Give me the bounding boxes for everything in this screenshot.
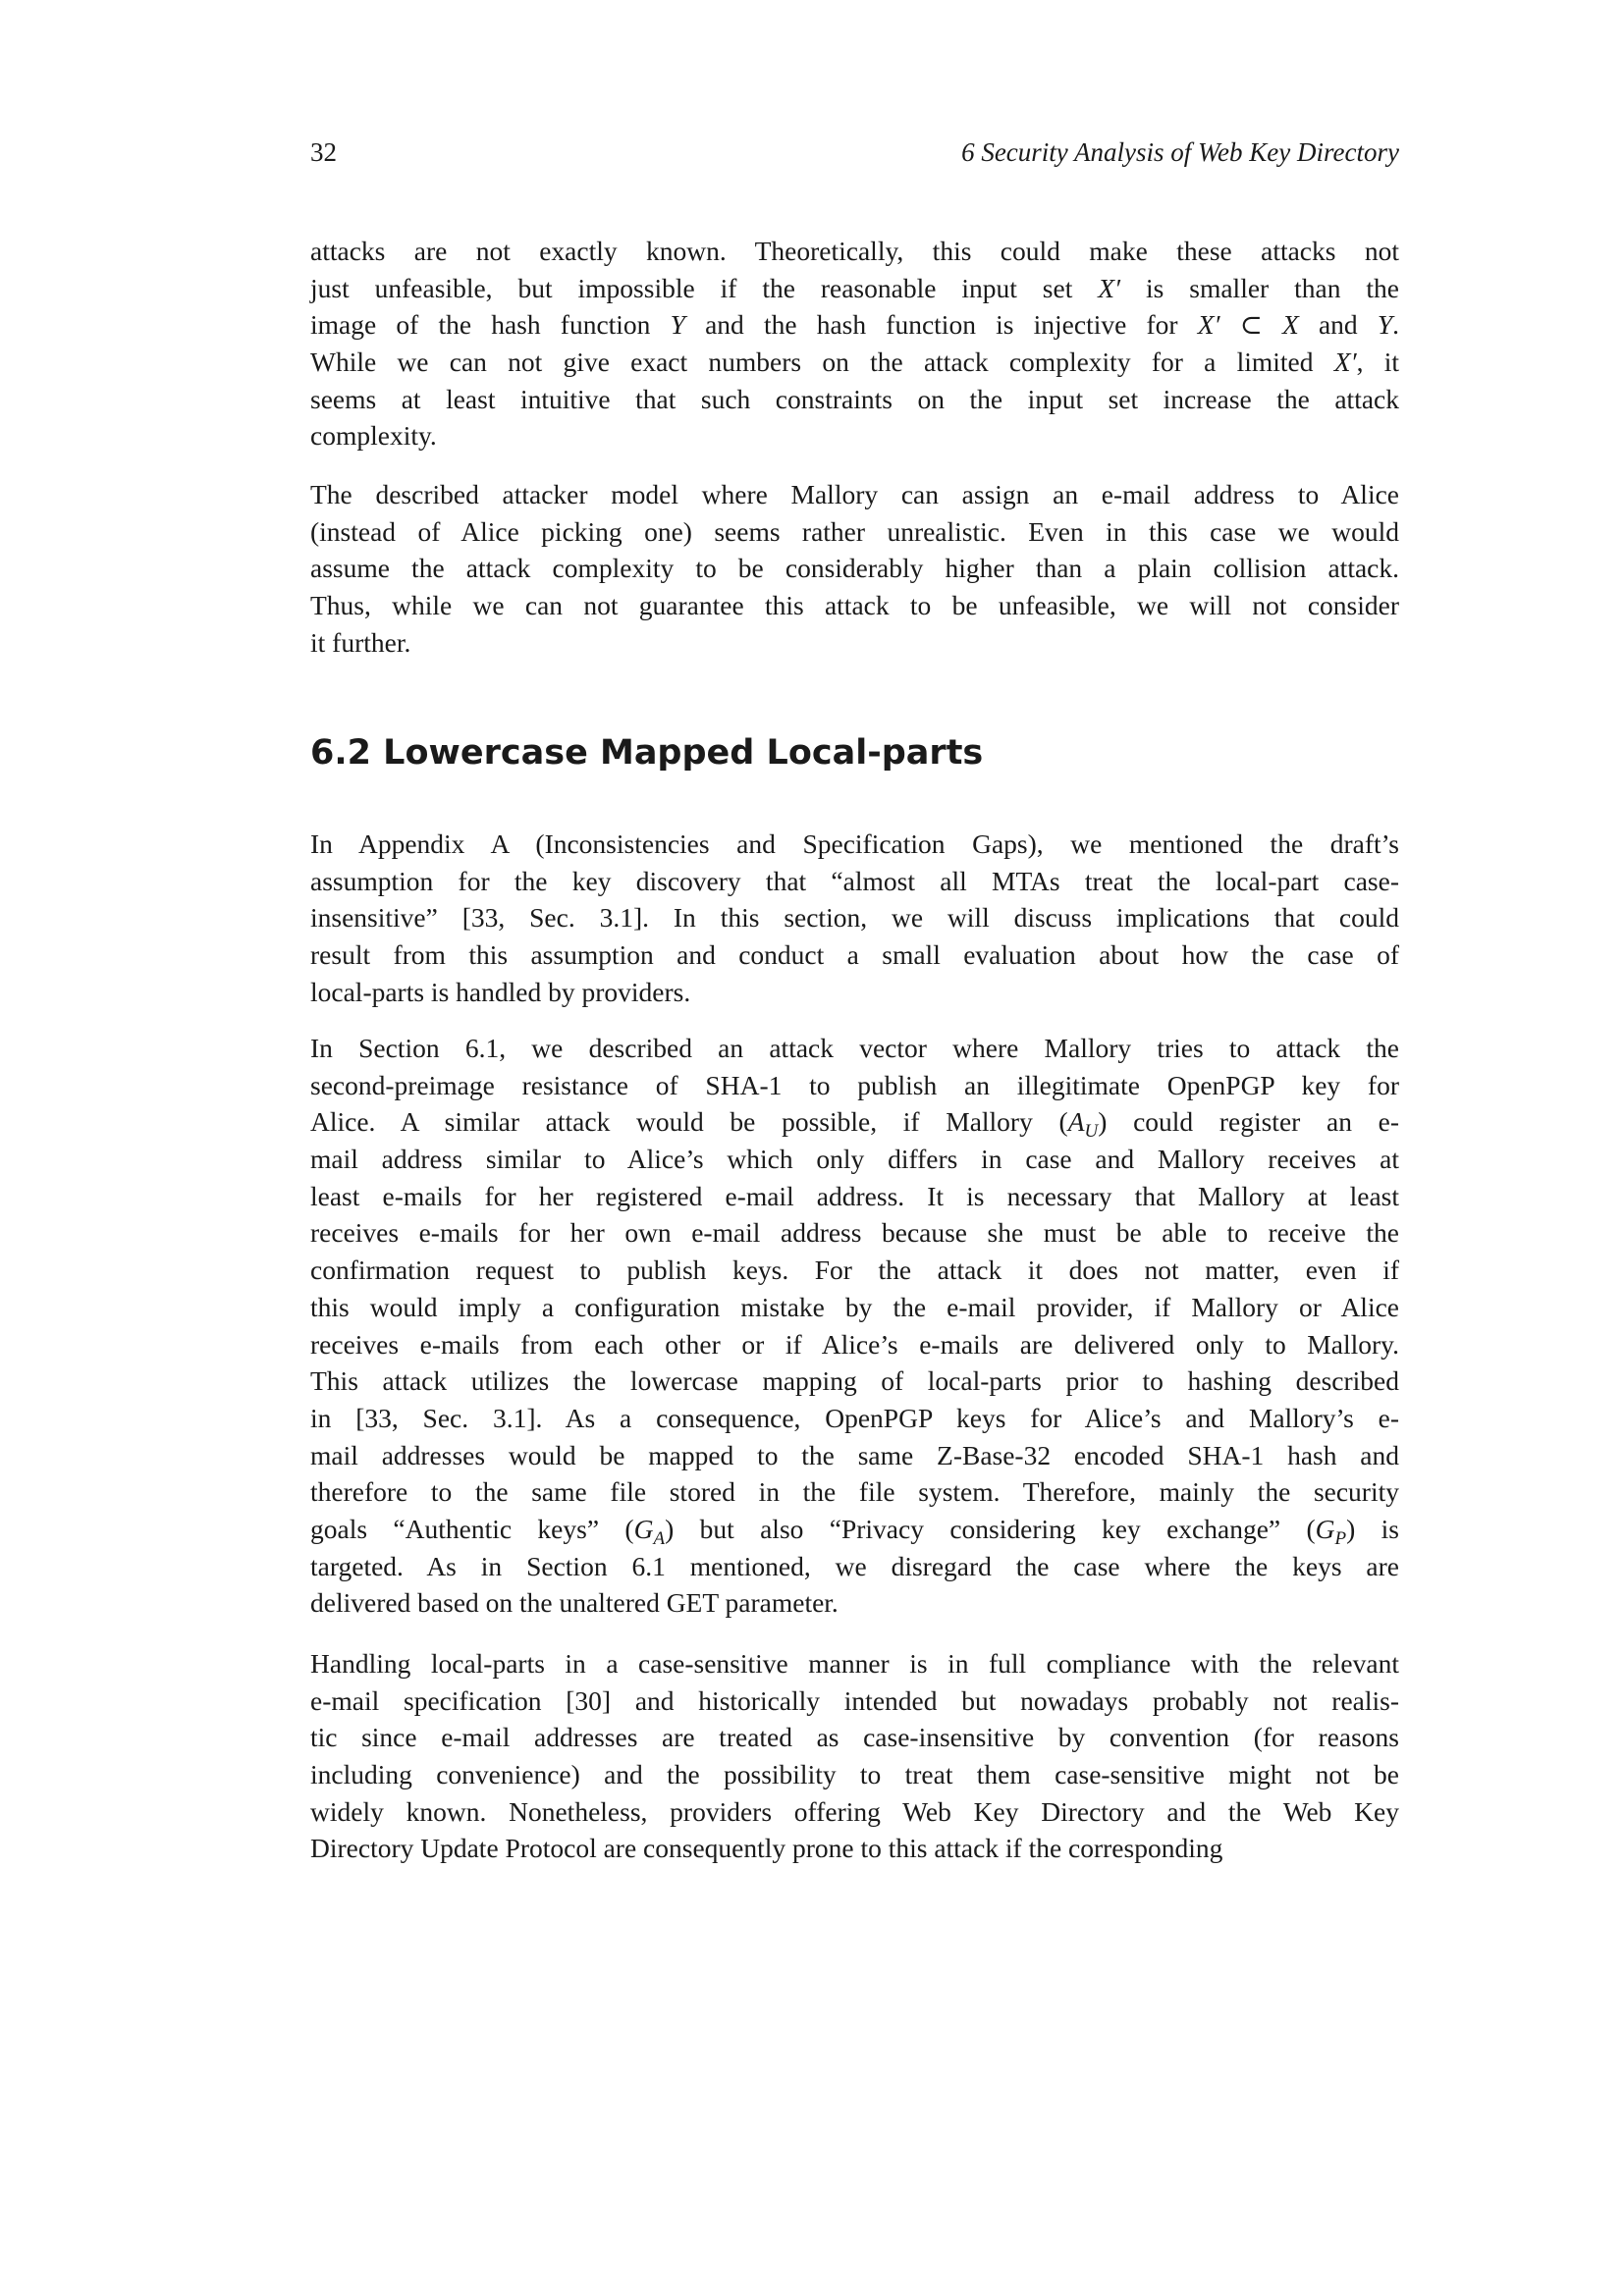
- math-symbol: Y: [670, 309, 685, 341]
- text-run: is smaller than the: [1120, 272, 1399, 303]
- text-run: goals “Authentic keys” (: [310, 1513, 634, 1544]
- text-run: targeted. As in Section 6.1 mentioned, we disregard the case where the keys are: [310, 1550, 1399, 1581]
- text-line: [310, 1645, 1399, 1682]
- text-run: complexity.: [310, 420, 437, 452]
- text-run: The described attacker model where Mallory can assign an e-mail address to Alice: [310, 479, 1399, 509]
- text-run: in [33, Sec. 3.1]. As a consequence, OpenPGP keys for Alice’s and Mallory’s e-: [310, 1402, 1399, 1433]
- text-line: [310, 1362, 1399, 1400]
- math-symbol: G: [633, 1513, 654, 1544]
- text-line: [310, 1830, 1399, 1867]
- text-line: [310, 1400, 1399, 1437]
- math-symbol: X′: [1098, 272, 1121, 303]
- text-run: (instead of Alice picking one) seems rather unrealistic. Even in this case we would: [310, 515, 1399, 547]
- text-run: Directory Update Protocol are consequently prone to this attack if the corresponding: [310, 1833, 1223, 1864]
- text-run: .: [1392, 309, 1399, 341]
- math-subscript: P: [1334, 1527, 1347, 1549]
- paragraph-appendix-reference: [310, 826, 1399, 1010]
- text-run: confirmation request to publish keys. For the attack it does not matter, even if: [310, 1255, 1399, 1286]
- text-line: [310, 1030, 1399, 1067]
- text-run: Handling local-parts in a case-sensitive manner is in full compliance with the relevant: [310, 1648, 1399, 1679]
- text-run: attacks are not exactly known. Theoretically, this could make these attacks not: [310, 236, 1399, 266]
- text-line: [310, 270, 1399, 307]
- text-run: ) but also “Privacy considering key exchange” (: [665, 1513, 1316, 1544]
- math-symbol: X′: [1197, 309, 1220, 341]
- text-run: , it: [1356, 347, 1399, 378]
- text-run: tic since e-mail addresses are treated as case-insensitive by convention (for reasons: [310, 1722, 1399, 1753]
- text-line: [310, 1756, 1399, 1793]
- text-run: delivered based on the unaltered GET parameter.: [310, 1587, 839, 1619]
- text-line: [310, 476, 1399, 513]
- text-line: [310, 1473, 1399, 1511]
- text-run: Alice. A similar attack would be possible, if Mallory (: [310, 1106, 1068, 1138]
- text-run: mail address similar to Alice’s which only differs in case and Mallory receives at: [310, 1144, 1399, 1175]
- text-run: In Section 6.1, we described an attack vector where Mallory tries to attack the: [310, 1033, 1399, 1063]
- text-run: seems at least intuitive that such constraints on the input set increase the attack: [310, 383, 1399, 414]
- text-run: and the hash function is injective for: [684, 309, 1198, 341]
- text-run: mail addresses would be mapped to the same Z-Base-32 encoded SHA-1 hash and: [310, 1439, 1399, 1470]
- text-run: e-mail specification [30] and historically intended but nowadays probably not realis-: [310, 1684, 1399, 1716]
- paragraph-attack-complexity: [310, 233, 1399, 454]
- running-title: 6 Security Analysis of Web Key Directory: [961, 137, 1399, 167]
- paragraph-attacker-model: [310, 476, 1399, 661]
- text-run: ) could register an e-: [1098, 1106, 1399, 1138]
- text-line: [310, 1103, 1399, 1141]
- text-line: [310, 1511, 1399, 1548]
- math-symbol: X′: [1333, 347, 1357, 378]
- text-run: local-parts is handled by providers.: [310, 976, 691, 1007]
- text-line: [310, 1682, 1399, 1720]
- math-symbol: A: [1067, 1106, 1085, 1138]
- text-line: [310, 863, 1399, 900]
- math-symbol: X: [1281, 309, 1299, 341]
- text-line: [310, 1548, 1399, 1585]
- text-run: result from this assumption and conduct a small evaluation about how the case of: [310, 939, 1399, 971]
- text-run: ) is: [1346, 1513, 1399, 1544]
- text-run: receives e-mails for her own e-mail address because she must be able to receive the: [310, 1217, 1399, 1249]
- text-line: [310, 1289, 1399, 1326]
- text-line: [310, 1067, 1399, 1104]
- text-line: [310, 306, 1399, 344]
- text-run: and: [1298, 309, 1378, 341]
- math-symbol: Y: [1377, 309, 1393, 341]
- text-run: assume the attack complexity to be considerably higher than a plain collision attack.: [310, 553, 1399, 584]
- text-run: This attack utilizes the lowercase mapping of local-parts prior to hashing described: [310, 1365, 1399, 1397]
- text-run: this would imply a configuration mistake by the e-mail provider, if Mallory or Alice: [310, 1291, 1399, 1322]
- text-line: [310, 899, 1399, 936]
- text-line: [310, 1141, 1399, 1178]
- math-subscript: U: [1084, 1121, 1099, 1143]
- text-line: [310, 417, 1399, 454]
- text-line: [310, 1326, 1399, 1363]
- text-run: just unfeasible, but impossible if the reasonable input set: [310, 272, 1099, 303]
- text-line: [310, 587, 1399, 624]
- text-line: [310, 1584, 1399, 1622]
- text-line: [310, 1793, 1399, 1831]
- text-run: In Appendix A (Inconsistencies and Specification Gaps), we mentioned the draft’s: [310, 828, 1399, 859]
- text-line: [310, 826, 1399, 863]
- text-run: least e-mails for her registered e-mail address. It is necessary that Mallory at least: [310, 1180, 1399, 1211]
- paragraph-attack-vector: [310, 1030, 1399, 1622]
- text-run: including convenience) and the possibility to treat them case-sensitive might not be: [310, 1759, 1399, 1790]
- text-run: Thus, while we can not guarantee this attack to be unfeasible, we will not consider: [310, 590, 1399, 621]
- math-symbol: G: [1315, 1513, 1335, 1544]
- text-line: [310, 1719, 1399, 1756]
- text-run: ⊂: [1219, 309, 1282, 341]
- text-line: [310, 233, 1399, 270]
- text-run: it further.: [310, 626, 411, 658]
- text-line: [310, 1214, 1399, 1252]
- text-run: image of the hash function: [310, 309, 671, 341]
- text-run: second-preimage resistance of SHA-1 to publish an illegitimate OpenPGP key for: [310, 1069, 1399, 1100]
- text-line: [310, 1437, 1399, 1474]
- text-line: [310, 974, 1399, 1011]
- text-line: [310, 1178, 1399, 1215]
- text-line: [310, 344, 1399, 381]
- text-line: [310, 550, 1399, 587]
- text-run: widely known. Nonetheless, providers offering Web Key Directory and the Web Key: [310, 1795, 1399, 1827]
- page-number: 32: [310, 137, 337, 167]
- text-run: While we can not give exact numbers on the attack complexity for a limited: [310, 347, 1334, 378]
- text-run: assumption for the key discovery that “almost all MTAs treat the local-part case-: [310, 865, 1399, 896]
- text-line: [310, 513, 1399, 551]
- text-run: insensitive” [33, Sec. 3.1]. In this section, we will discuss implications that could: [310, 902, 1399, 934]
- math-subscript: A: [653, 1527, 666, 1549]
- text-line: [310, 936, 1399, 974]
- text-line: [310, 381, 1399, 418]
- section-heading: 6.2 Lowercase Mapped Local-parts: [310, 733, 984, 773]
- paragraph-case-sensitive: [310, 1645, 1399, 1867]
- text-line: [310, 624, 1399, 662]
- text-line: [310, 1252, 1399, 1289]
- text-run: receives e-mails from each other or if Alice’s e-mails are delivered only to Mallory.: [310, 1328, 1399, 1360]
- text-run: therefore to the same file stored in the file system. Therefore, mainly the security: [310, 1476, 1399, 1508]
